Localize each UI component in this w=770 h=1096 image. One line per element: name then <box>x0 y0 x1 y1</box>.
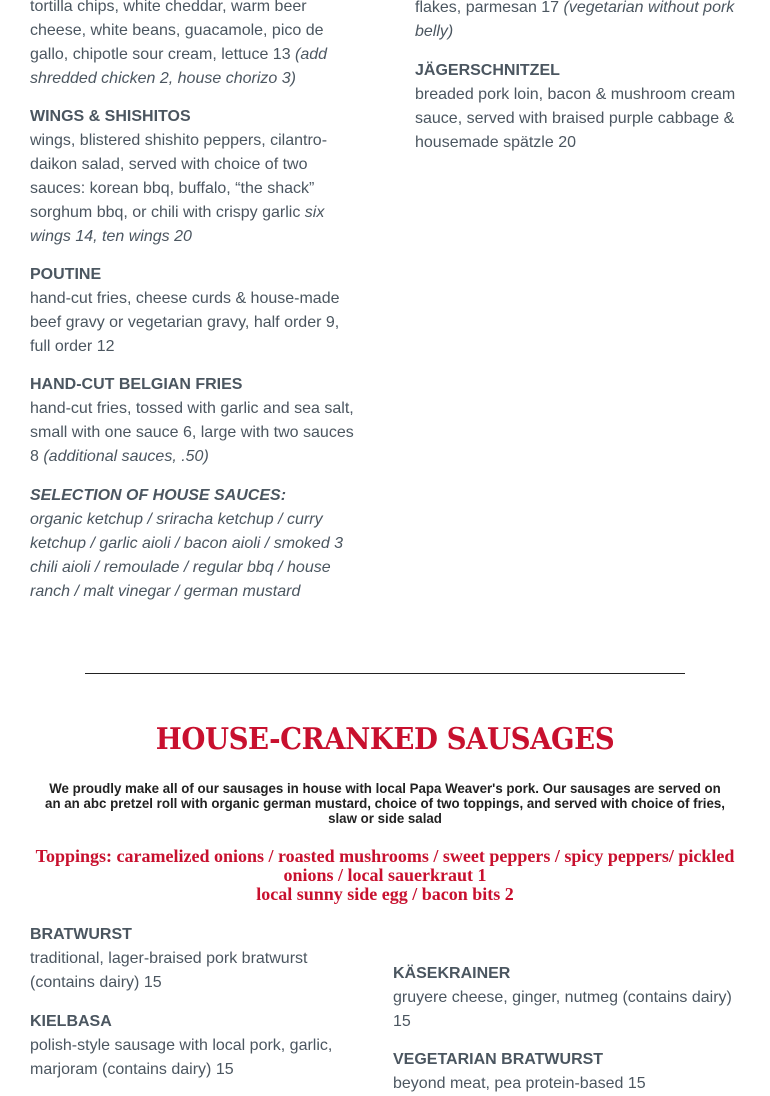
item-description: traditional, lager-braised pork bratwurst (contains dairy) 15 <box>30 950 308 991</box>
item-description: polish-style sausage with local pork, garlic, marjoram (contains dairy) 15 <box>30 1037 333 1078</box>
item-note: (additional sauces, .50) <box>43 448 209 465</box>
item-description: hand-cut fries, tossed with garlic and sea salt, small with one sauce 6, large with two sauces 8 <box>30 400 354 465</box>
item-note: (vegetarian without pork belly) <box>415 0 735 40</box>
menu-item-kasekrainer <box>393 962 733 1034</box>
item-description: beyond meat, pea protein-based 15 <box>393 1075 646 1092</box>
item-name: VEGETARIAN BRATWURST <box>393 1051 604 1068</box>
item-description: gruyere cheese, ginger, nutmeg (contains dairy) 15 <box>393 989 732 1030</box>
menu-item-bratwurst <box>30 923 330 995</box>
item-note: organic ketchup / sriracha ketchup / curry ketchup / garlic aioli / bacon aioli / smoked 3 chili aioli / remoulade / regular bbq / house ranch / malt vinegar / german mustard <box>30 511 344 600</box>
section-intro: We proudly make all of our sausages in house with local Papa Weaver's pork. Our sausages are served on an an abc pretzel roll with organic german mustard, choice of two toppings, and served with choice of fries, slaw or side salad <box>45 780 725 826</box>
section-title: HOUSE-CRANKED SAUSAGES <box>155 722 615 757</box>
item-name: POUTINE <box>30 266 102 283</box>
item-name: JÄGERSCHNITZEL <box>415 62 560 79</box>
item-name: BRATWURST <box>30 926 132 943</box>
menu-item-sauces <box>30 484 355 604</box>
menu-item-continued <box>415 0 740 44</box>
menu-item-jagerschnitzel <box>415 59 740 155</box>
item-name: HAND-CUT BELGIAN FRIES <box>30 376 243 393</box>
item-name: SELECTION OF HOUSE SAUCES: <box>30 487 287 504</box>
menu-item-vegetarian-bratwurst <box>393 1048 733 1096</box>
toppings-list <box>30 847 740 904</box>
menu-item-poutine <box>30 263 340 359</box>
item-name: KIELBASA <box>30 1013 112 1030</box>
item-description: breaded pork loin, bacon & mushroom cream sauce, served with braised purple cabbage & housemade spätzle 20 <box>415 86 736 151</box>
item-description: hand-cut fries, cheese curds & house-made beef gravy or vegetarian gravy, half order 9, full order 12 <box>30 290 340 355</box>
item-description: tortilla chips, white cheddar, warm beer cheese, white beans, guacamole, pico de gallo, chipotle sour cream, lettuce 13 <box>30 0 324 63</box>
item-description: wings, blistered shishito peppers, cilantro-daikon salad, served with choice of two sauces: korean bbq, buffalo, “the shack” sorghum bbq, or chili with crispy garlic <box>30 132 328 221</box>
item-note: six wings 14, ten wings 20 <box>30 204 325 245</box>
item-note: (add shredded chicken 2, house chorizo 3) <box>30 46 328 87</box>
toppings-line: local sunny side egg / bacon bits 2 <box>256 884 514 904</box>
menu-item-kielbasa <box>30 1010 340 1082</box>
toppings-line: Toppings: caramelized onions / roasted mushrooms / sweet peppers / spicy peppers/ pickled onions / local sauerkraut 1 <box>35 846 735 885</box>
menu-item-fries <box>30 373 355 469</box>
item-description: flakes, parmesan 17 <box>415 0 564 16</box>
section-divider <box>85 673 685 674</box>
item-name: KÄSEKRAINER <box>393 965 511 982</box>
menu-item-nachos <box>30 0 330 91</box>
item-name: WINGS & SHISHITOS <box>30 108 191 125</box>
menu-item-wings <box>30 105 330 249</box>
